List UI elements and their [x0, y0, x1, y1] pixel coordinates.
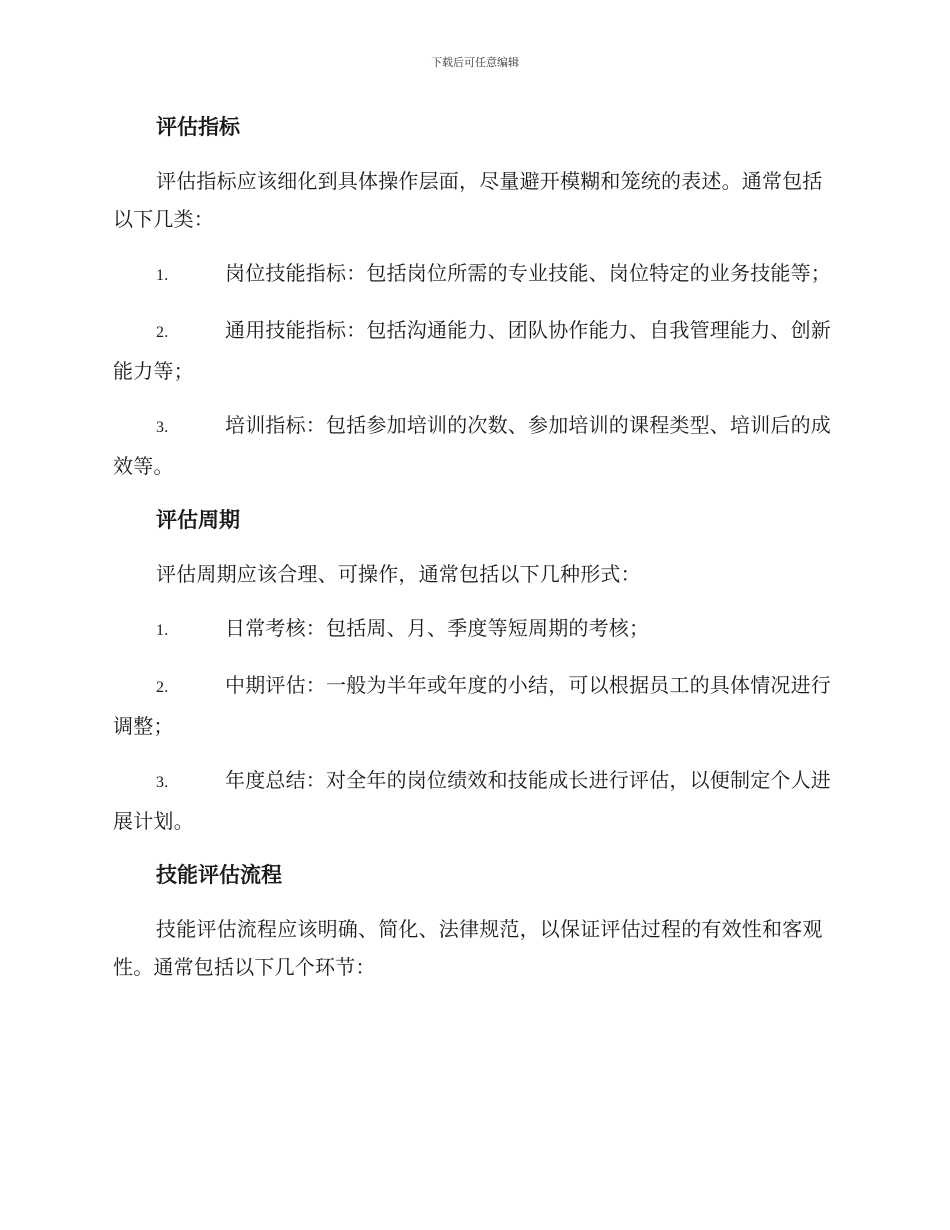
- section-intro: 技能评估流程应该明确、简化、法律规范，以保证评估过程的有效性和客观性。通常包括以下几个环节：: [113, 917, 823, 979]
- list-item-text: 日常考核：包括周、月、季度等短周期的考核；: [225, 616, 650, 640]
- document-body: [113, 108, 835, 1002]
- list-item-number: 2.: [156, 324, 169, 341]
- list-item-number: 1.: [156, 622, 169, 639]
- section-intro: 评估周期应该合理、可操作，通常包括以下几种形式：: [156, 562, 641, 586]
- section-heading-evaluation-cycle: 评估周期: [156, 508, 240, 532]
- header-note: 下载后可任意编辑: [431, 56, 519, 69]
- list-item-text: 通用技能指标：包括沟通能力、团队协作能力、自我管理能力、创新能力等；: [113, 318, 831, 383]
- list-item-number: 3.: [156, 774, 169, 791]
- list-item-text: 培训指标：包括参加培训的次数、参加培训的课程类型、培训后的成效等。: [113, 413, 831, 478]
- list-item-number: 3.: [156, 419, 169, 436]
- list-item: [113, 609, 835, 650]
- section-intro: 评估指标应该细化到具体操作层面，尽量避开模糊和笼统的表述。通常包括以下几类：: [113, 169, 823, 231]
- list-item: [113, 761, 835, 840]
- list-item-text: 年度总结：对全年的岗位绩效和技能成长进行评估，以便制定个人进展计划。: [113, 768, 831, 833]
- list-item-number: 2.: [156, 679, 169, 696]
- section-heading-evaluation-indicators: 评估指标: [156, 115, 240, 139]
- list-item-number: 1.: [156, 267, 169, 284]
- list-item: [113, 311, 835, 390]
- list-item-text: 中期评估：一般为半年或年度的小结，可以根据员工的具体情况进行调整；: [113, 673, 831, 738]
- list-item-text: 岗位技能指标：包括岗位所需的专业技能、岗位特定的业务技能等；: [225, 261, 831, 285]
- list-item: [113, 666, 835, 745]
- section-heading-skill-evaluation-process: 技能评估流程: [156, 863, 282, 887]
- list-item: [113, 406, 835, 485]
- list-item: [113, 254, 835, 295]
